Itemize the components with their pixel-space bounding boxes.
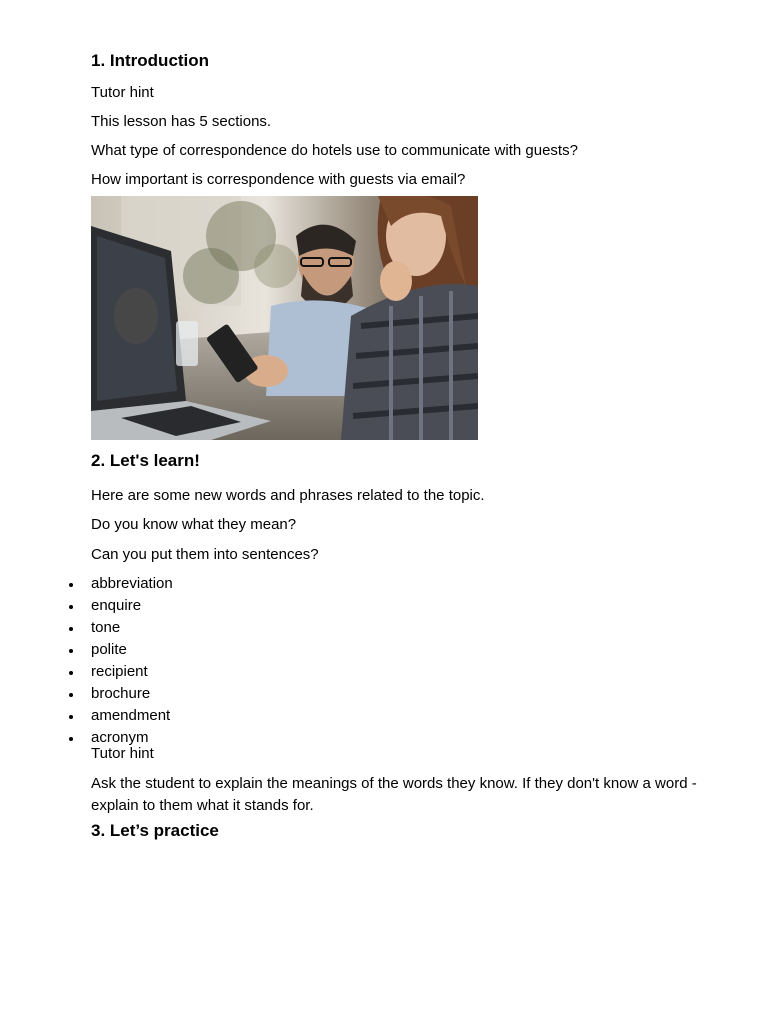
intro-question-type: What type of correspondence do hotels use to communicate with guests? [91, 142, 578, 159]
learn-question-sentences: Can you put them into sentences? [91, 546, 319, 563]
vocabulary-item: amendment [91, 705, 173, 727]
vocabulary-item: abbreviation [91, 573, 173, 595]
learn-question-meaning: Do you know what they mean? [91, 516, 297, 533]
tutor-hint-label: Tutor hint [91, 84, 154, 101]
intro-line-sections: This lesson has 5 sections. [91, 113, 272, 130]
office-photo [91, 196, 478, 440]
vocabulary-list [91, 573, 173, 749]
section-3-heading: 3. Let’s practice [91, 821, 219, 840]
section-1-heading: 1. Introduction [91, 51, 210, 70]
tutor-hint-label-2: Tutor hint [91, 745, 154, 762]
vocabulary-item: recipient [91, 661, 173, 683]
section-2-heading: 2. Let's learn! [91, 451, 200, 470]
learn-intro-line: Here are some new words and phrases related to the topic. [91, 487, 485, 504]
vocabulary-item: acronym [91, 727, 173, 749]
tutor-hint-text: Ask the student to explain the meanings of the words they know. If they don't know a word - explain to them what it stands for. [91, 775, 697, 814]
intro-question-importance: How important is correspondence with guests via email? [91, 171, 466, 188]
vocabulary-item: enquire [91, 595, 173, 617]
vocabulary-item: tone [91, 617, 173, 639]
vocabulary-item: polite [91, 639, 173, 661]
vocabulary-item: brochure [91, 683, 173, 705]
